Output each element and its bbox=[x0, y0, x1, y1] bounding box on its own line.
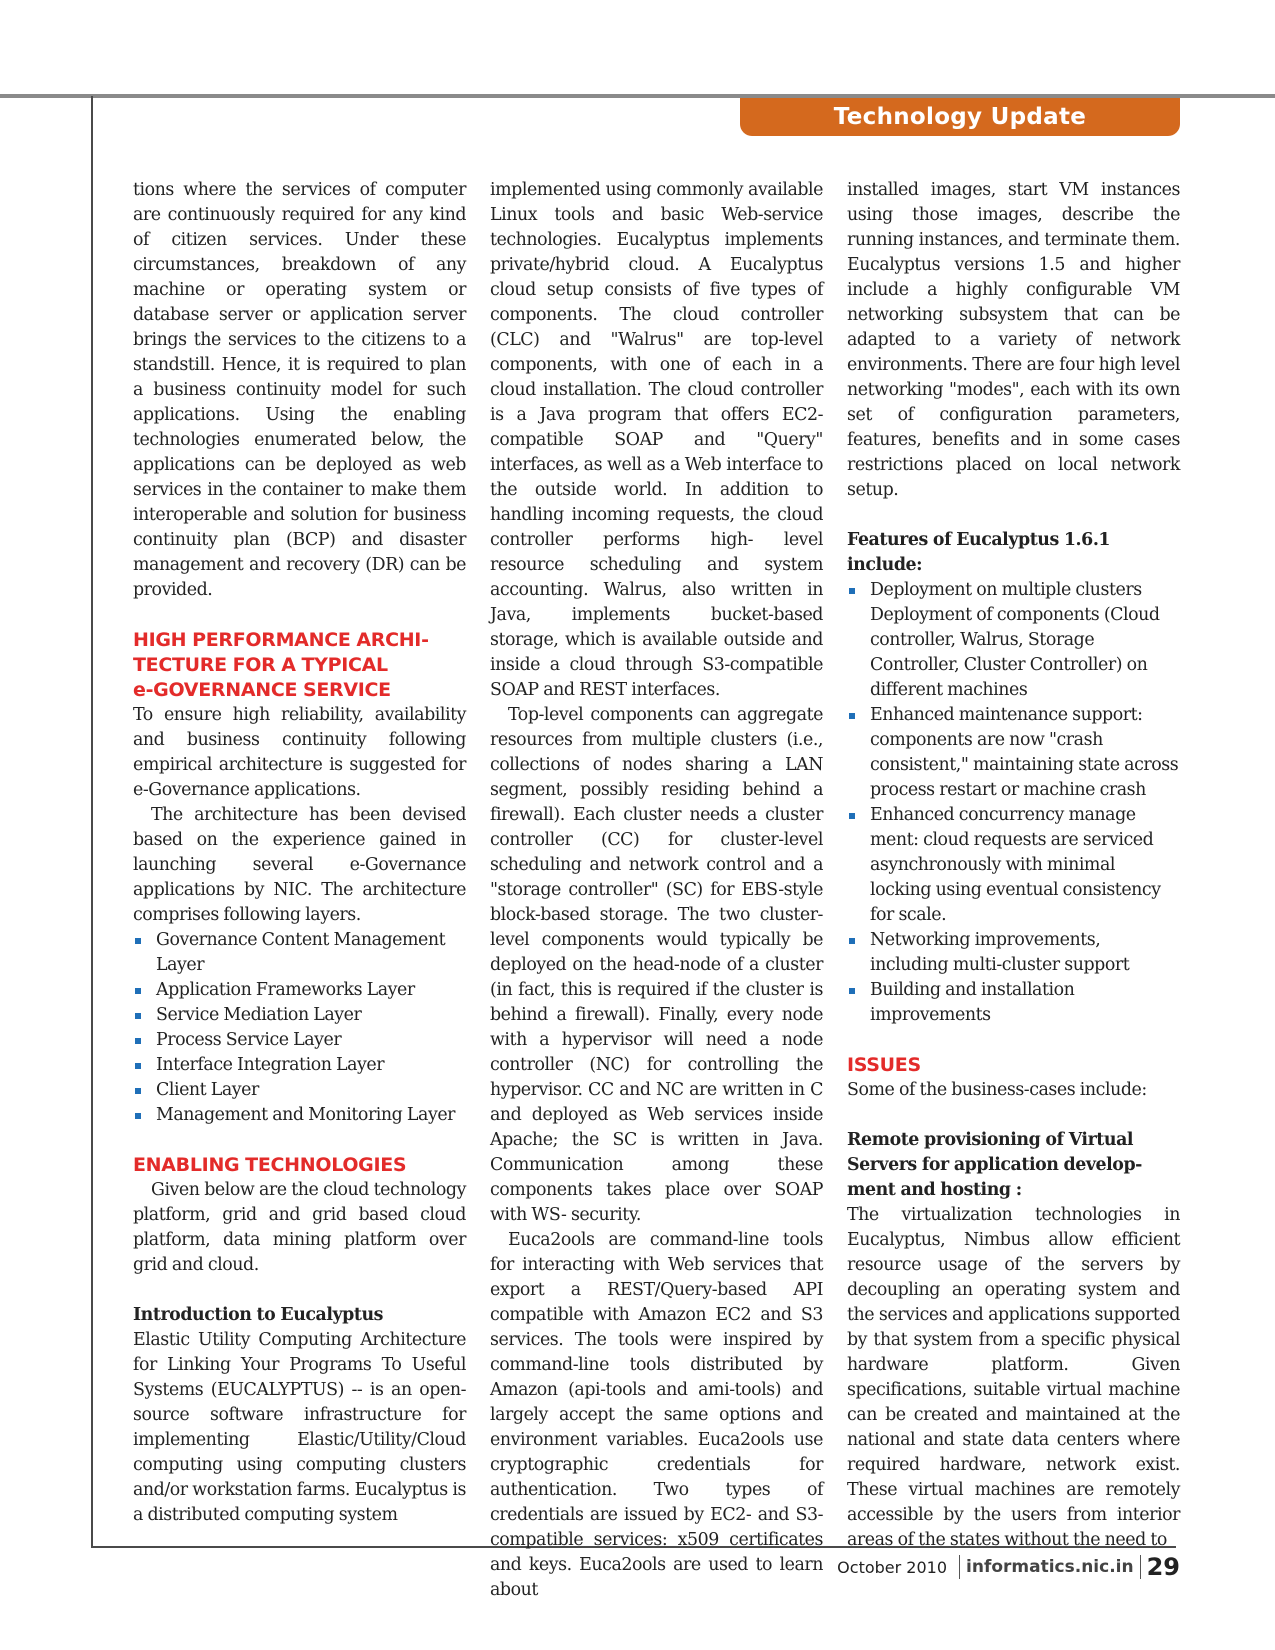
bullet-icon bbox=[849, 588, 855, 594]
paragraph: Top-level components can aggregate resources from multiple clusters (i.e., collections of nodes sharing a LAN segment, possibly residing behind a firewall). Each cluster needs a cluster controller (CC) for cluster-level scheduling and network control and a "storage controller" (SC) for EBS-style block-based storage. The two cluster-level components would typically be deployed on the head-node of a cluster (in fact, this is required if the cluster is behind a firewall). Finally, every node with a hypervisor will need a node controller (NC) for controlling the hypervisor. CC and NC are written in C and deployed as Web services inside Apache; the SC is written in Java. Communication among these components takes place over SOAP with WS- security. bbox=[490, 705, 823, 1225]
paragraph: The architecture has been devised based on the experience gained in launching several e-Governance applications by NIC. The architecture comprises following layers. bbox=[133, 805, 466, 925]
footer-divider bbox=[1140, 1555, 1141, 1579]
heading-enabling-technologies: ENABLING TECHNOLOGIES bbox=[133, 1154, 407, 1176]
bullet-icon bbox=[849, 813, 855, 819]
heading-eucalyptus-intro: Introduction to Eucalyptus bbox=[133, 1305, 383, 1325]
page-footer bbox=[820, 1551, 1180, 1583]
paragraph: Given below are the cloud technology platform, grid and grid based cloud platform, data mining platform over grid and cloud. bbox=[133, 1180, 466, 1275]
heading-architecture: HIGH PERFORMANCE ARCHI- TECTURE FOR A TYPICAL e-GOVERNANCE SERVICE bbox=[133, 629, 429, 701]
list-item: Management and Monitoring Layer bbox=[133, 1103, 466, 1128]
paragraph: The virtualization technologies in Eucalyptus, Nimbus allow efficient resource usage of the servers by decoupling an operating system and the services and applications supported by that system from a specific physical hardware platform. Given specifications, suitable virtual machine can be created and maintained at the national and state data centers where required hardware, network exist. These virtual machines are remotely accessible by the users from interior areas of the states without the need to bbox=[847, 1205, 1180, 1550]
bullet-icon bbox=[135, 1013, 141, 1019]
column-2 bbox=[490, 178, 823, 1603]
bullet-icon bbox=[135, 1063, 141, 1069]
list-item: Application Frameworks Layer bbox=[133, 978, 466, 1003]
heading-remote-provisioning: Remote provisioning of Virtual Servers for application develop- ment and hosting : bbox=[847, 1130, 1142, 1200]
list-item: Enhanced maintenance support: components are now "crash consistent," maintaining state across process restart or machine crash bbox=[847, 703, 1180, 803]
list-item: Interface Integration Layer bbox=[133, 1053, 466, 1078]
site-link[interactable]: informatics.nic.in bbox=[966, 1557, 1134, 1577]
bullet-icon bbox=[135, 1088, 141, 1094]
layers-list bbox=[133, 928, 466, 1128]
paragraph: installed images, start VM instances using those images, describe the running instances, and terminate them. Eucalyptus versions 1.5 and higher include a highly configurable VM networking subsystem that can be adapted to a variety of network environments. There are four high level networking "modes", each with its own set of configuration parameters, features, benefits and in some cases restrictions placed on local network setup. bbox=[847, 180, 1180, 500]
bullet-icon bbox=[849, 938, 855, 944]
paragraph: Elastic Utility Computing Architecture for Linking Your Programs To Useful Systems (EUCALYPTUS) -- is an open-source software infrastructure for implementing Elastic/Utility/Cloud computing using computing clusters and/or workstation farms. Eucalyptus is a distributed computing system bbox=[133, 1330, 466, 1525]
list-item: Process Service Layer bbox=[133, 1028, 466, 1053]
heading-issues: ISSUES bbox=[847, 1054, 921, 1076]
paragraph: Euca2ools are command-line tools for interacting with Web services that export a REST/Query-based API compatible with Amazon EC2 and S3 services. The tools were inspired by command-line tools distributed by Amazon (api-tools and ami-tools) and largely accept the same options and environment variables. Euca2ools use cryptographic credentials for authentication. Two types of credentials are issued by EC2- and S3-compatible services: x509 certificates and keys. Euca2ools are used to learn about bbox=[490, 1230, 823, 1600]
list-item: Enhanced concurrency manage ment: cloud requests are serviced asynchronously with minimal locking using eventual consistency for scale. bbox=[847, 803, 1180, 928]
bullet-icon bbox=[135, 1113, 141, 1119]
list-item: Client Layer bbox=[133, 1078, 466, 1103]
paragraph: tions where the services of computer are continuously required for any kind of citizen services. Under these circumstances, breakdown of any machine or operating system or database server or application server brings the services to the citizens to a standstill. Hence, it is required to plan a business continuity model for such applications. Using the enabling technologies enumerated below, the applications can be deployed as web services in the container to make them interoperable and solution for business continuity plan (BCP) and disaster management and recovery (DR) can be provided. bbox=[133, 180, 466, 600]
paragraph: Some of the business-cases include: bbox=[847, 1080, 1147, 1100]
paragraph: implemented using commonly available Linux tools and basic Web-service technologies. Eucalyptus implements private/hybrid cloud. A Eucalyptus cloud setup consists of five types of components. The cloud controller (CLC) and "Walrus" are top-level components, with one of each in a cloud installation. The cloud controller is a Java program that offers EC2- compatible SOAP and "Query" interfaces, as well as a Web interface to the outside world. In addition to handling incoming requests, the cloud controller performs high- level resource scheduling and system accounting. Walrus, also written in Java, implements bucket-based storage, which is available outside and inside a cloud through S3-compatible SOAP and REST interfaces. bbox=[490, 180, 823, 700]
bullet-icon bbox=[849, 713, 855, 719]
list-item: Networking improvements, including multi-cluster support bbox=[847, 928, 1180, 978]
bullet-icon bbox=[849, 988, 855, 994]
list-item: Building and installation improvements bbox=[847, 978, 1180, 1028]
bullet-icon bbox=[135, 938, 141, 944]
left-margin-rule bbox=[91, 96, 93, 1548]
column-3 bbox=[847, 178, 1180, 1553]
page-number: 29 bbox=[1146, 1553, 1180, 1581]
issue-date: October 2010 bbox=[837, 1557, 948, 1577]
list-item: Governance Content Management Layer bbox=[133, 928, 466, 978]
column-1 bbox=[133, 178, 466, 1528]
features-list bbox=[847, 578, 1180, 1028]
list-item: Service Mediation Layer bbox=[133, 1003, 466, 1028]
section-tab: Technology Update bbox=[740, 98, 1180, 136]
heading-features: Features of Eucalyptus 1.6.1 include: bbox=[847, 530, 1111, 575]
bullet-icon bbox=[135, 1038, 141, 1044]
bullet-icon bbox=[135, 988, 141, 994]
paragraph: To ensure high reliability, availability and business continuity following empirical architecture is suggested for e-Governance applications. bbox=[133, 705, 466, 800]
footer-divider bbox=[959, 1555, 960, 1579]
list-item: Deployment on multiple clusters Deployment of components (Cloud controller, Walrus, Storage Controller, Cluster Controller) on different machines bbox=[847, 578, 1180, 703]
